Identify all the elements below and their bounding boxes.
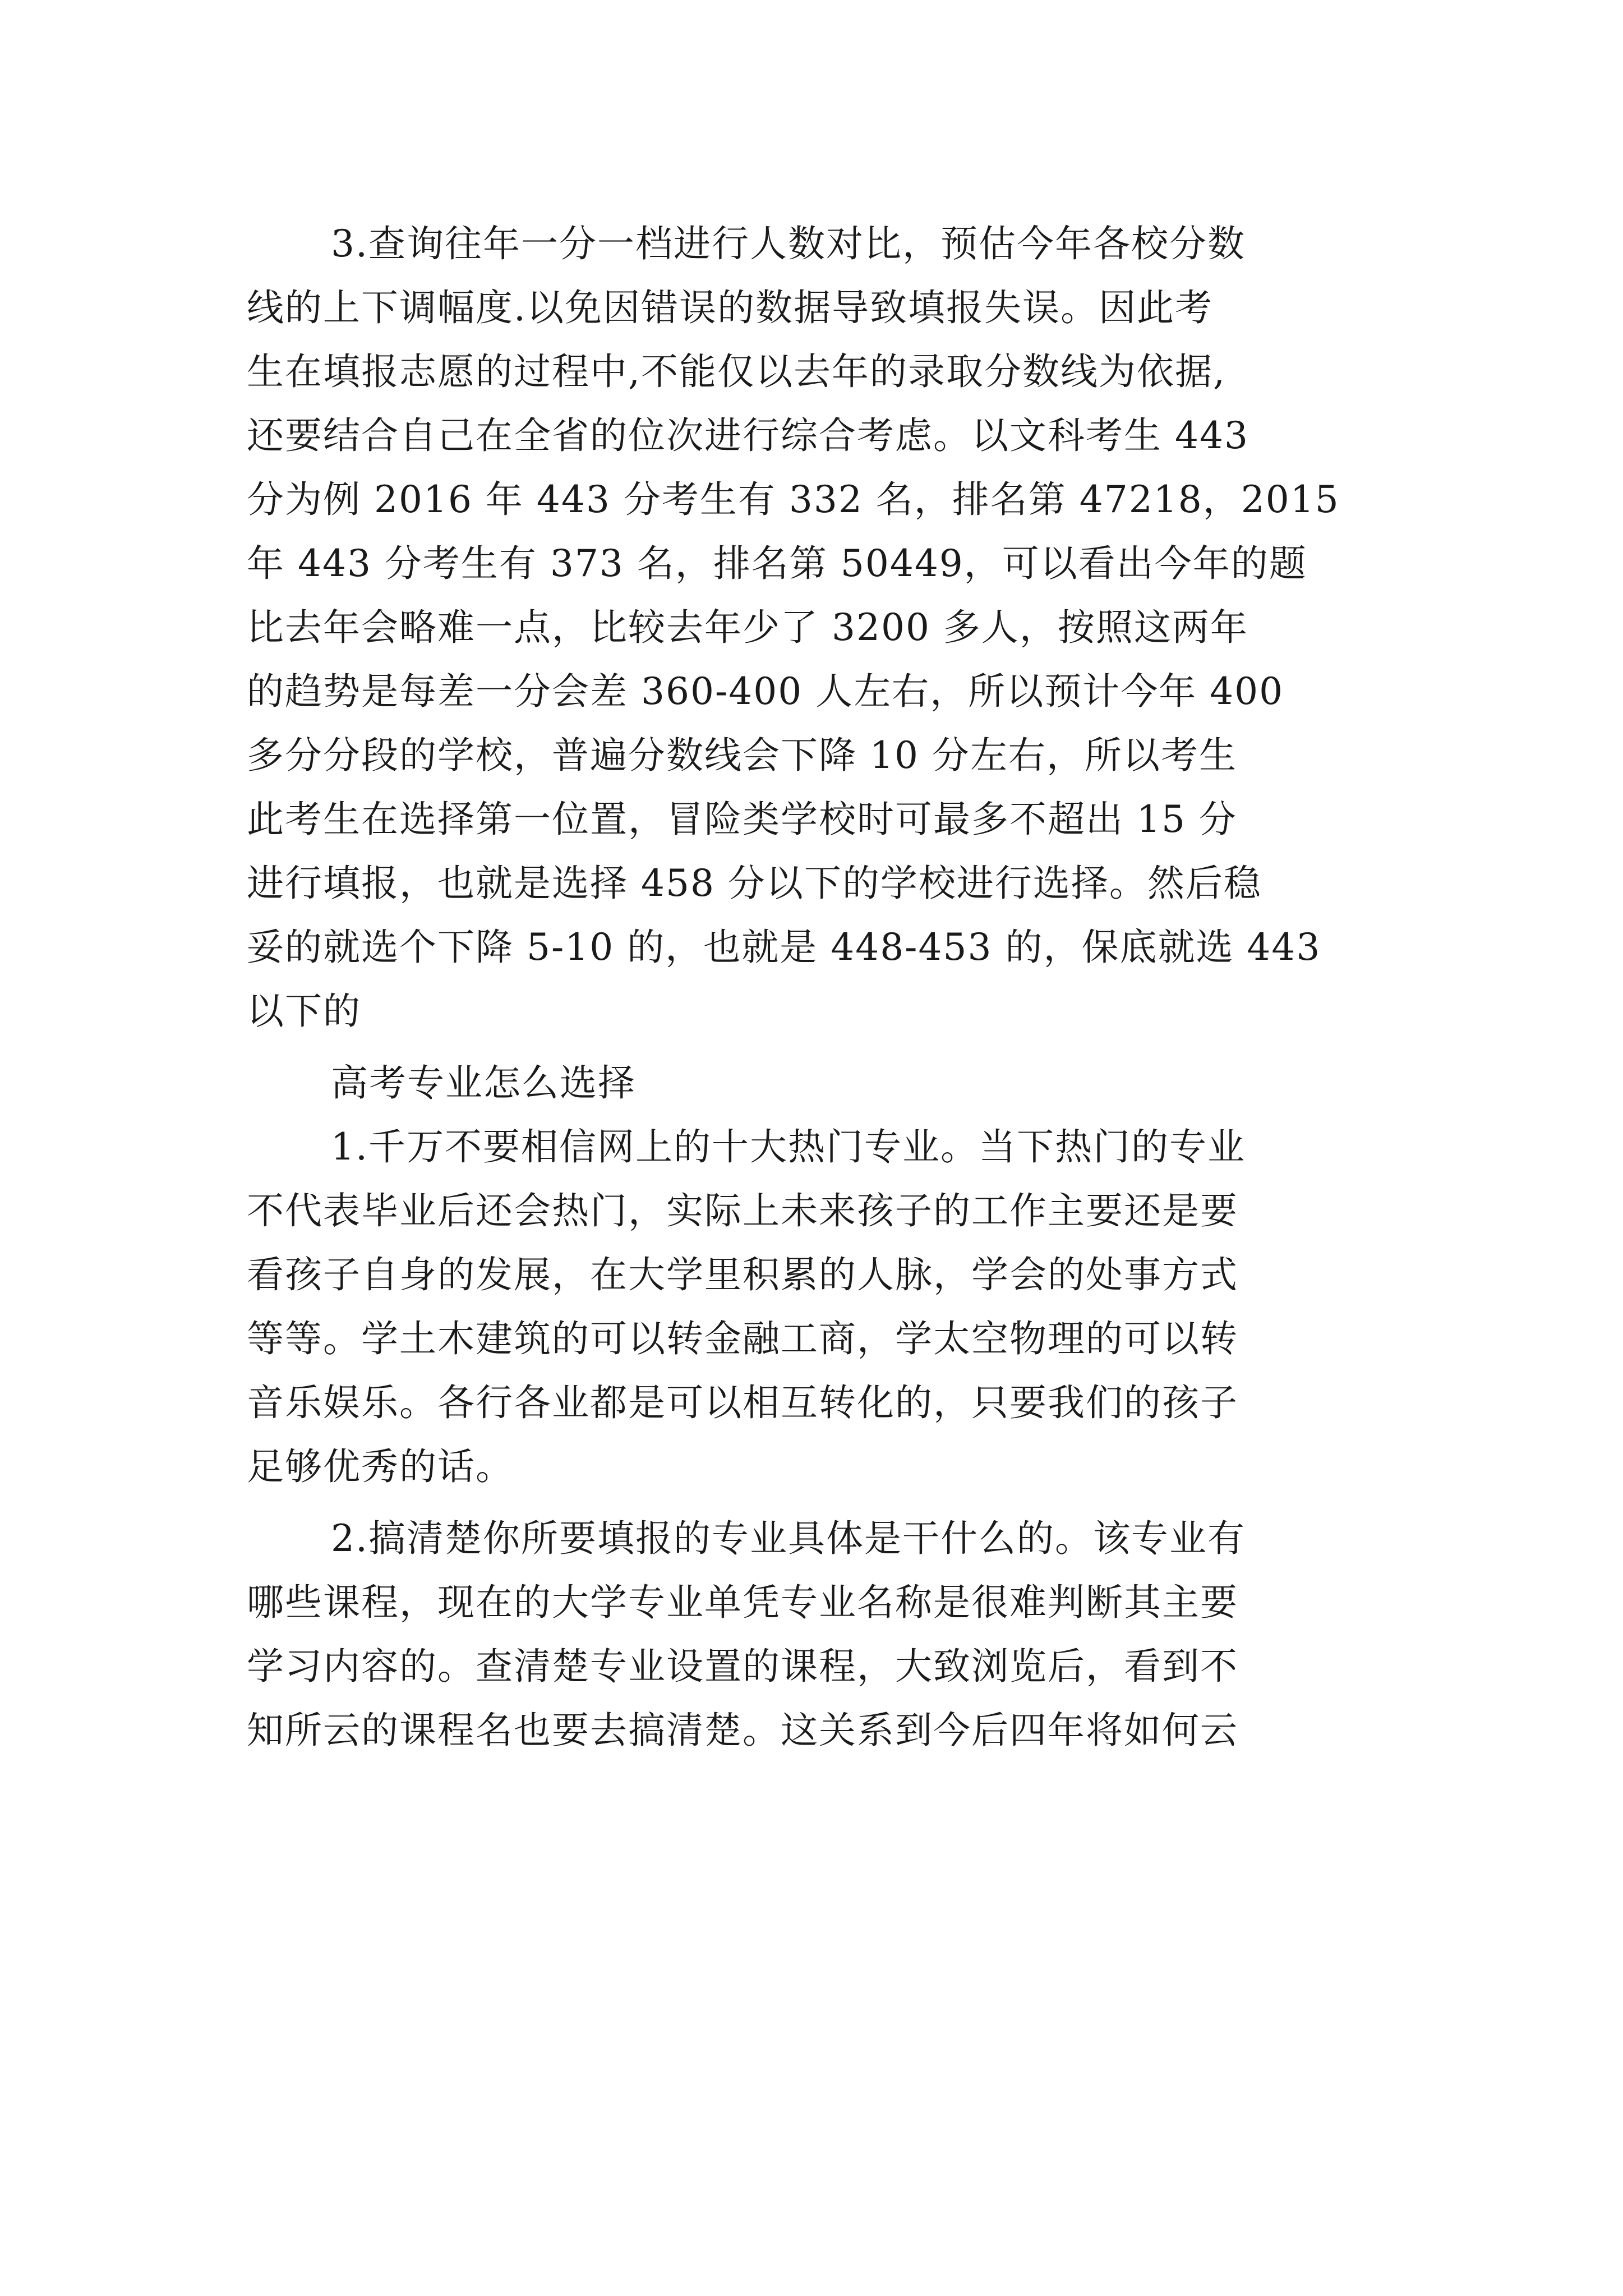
- paragraph-1-line: 1.千万不要相信网上的十大热门专业。当下热门的专业: [331, 1125, 1246, 1168]
- section-heading: 高考专业怎么选择: [331, 1061, 636, 1105]
- body-text: [247, 212, 1447, 1763]
- paragraph-1-line: 看孩子自身的发展，在大学里积累的人脉，学会的处事方式: [247, 1253, 1238, 1296]
- paragraph-3-line: 还要结合自己在全省的位次进行综合考虑。以文科考生 443: [247, 414, 1249, 457]
- paragraph-3-line: 以下的: [247, 990, 361, 1033]
- paragraph-1-line: 等等。学土木建筑的可以转金融工商，学太空物理的可以转: [247, 1317, 1238, 1360]
- paragraph-3-line: 的趋势是每差一分会差 360-400 人左右，所以预计今年 400: [247, 670, 1284, 713]
- paragraph-3-line: 年 443 分考生有 373 名，排名第 50449，可以看出今年的题: [247, 542, 1307, 585]
- paragraph-3-line: 线的上下调幅度.以免因错误的数据导致填报失误。因此考: [247, 286, 1213, 329]
- paragraph-3-line: 多分分段的学校，普遍分数线会下降 10 分左右，所以考生: [247, 734, 1237, 777]
- paragraph-3-line: 生在填报志愿的过程中,不能仅以去年的录取分数线为依据,: [247, 350, 1226, 393]
- paragraph-3-line: 分为例 2016 年 443 分考生有 332 名，排名第 47218，2015: [247, 478, 1340, 521]
- paragraph-1-line: 音乐娱乐。各行各业都是可以相互转化的，只要我们的孩子: [247, 1381, 1238, 1424]
- paragraph-3-line: 3.查询往年一分一档进行人数对比，预估今年各校分数: [331, 222, 1246, 265]
- paragraph-3-line: 比去年会略难一点，比较去年少了 3200 多人，按照这两年: [247, 606, 1248, 649]
- paragraph-2-line: 哪些课程，现在的大学专业单凭专业名称是很难判断其主要: [247, 1581, 1238, 1624]
- paragraph-2-line: 学习内容的。查清楚专业设置的课程，大致浏览后，看到不: [247, 1645, 1238, 1688]
- paragraph-2-line: 知所云的课程名也要去搞清楚。这关系到今后四年将如何云: [247, 1709, 1238, 1752]
- paragraph-1-line: 足够优秀的话。: [247, 1445, 514, 1488]
- paragraph-3-line: 此考生在选择第一位置，冒险类学校时可最多不超出 15 分: [247, 798, 1237, 841]
- paragraph-3-line: 进行填报，也就是选择 458 分以下的学校进行选择。然后稳: [247, 862, 1262, 905]
- paragraph-3-line: 妥的就选个下降 5-10 的，也就是 448-453 的，保底就选 443: [247, 926, 1321, 969]
- paragraph-2-line: 2.搞清楚你所要填报的专业具体是干什么的。该专业有: [331, 1517, 1246, 1560]
- paragraph-1-line: 不代表毕业后还会热门，实际上未来孩子的工作主要还是要: [247, 1189, 1238, 1232]
